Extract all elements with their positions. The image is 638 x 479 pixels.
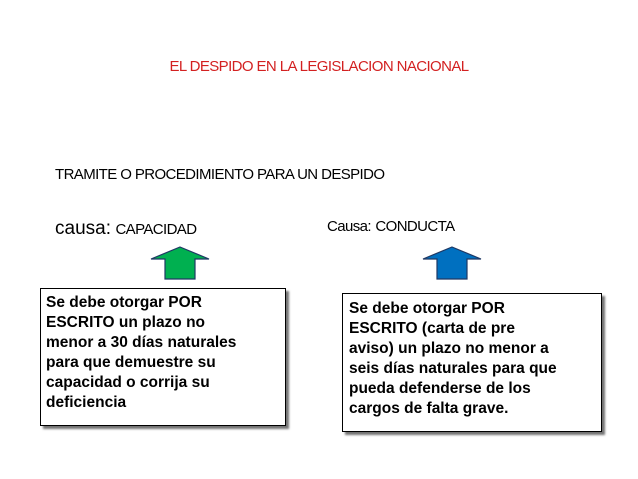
- cause-keyword: causa:: [55, 218, 111, 239]
- cause-label-conducta: [327, 218, 454, 236]
- up-arrow-icon-green: [150, 246, 210, 280]
- cause-label-capacidad: [55, 218, 196, 240]
- cause-keyword: Causa:: [327, 218, 371, 235]
- up-arrow-icon-blue: [422, 246, 482, 280]
- slide-title-text: EL DESPIDO EN LA LEGISLACION NACIONAL: [169, 58, 469, 75]
- up-arrow-shape: [151, 247, 209, 279]
- up-arrow-shape: [423, 247, 481, 279]
- slide-title: [0, 58, 638, 75]
- slide-subtitle: TRAMITE O PROCEDIMIENTO PARA UN DESPIDO: [55, 166, 385, 183]
- cause-value: CAPACIDAD: [115, 221, 197, 238]
- procedure-box-conducta: Se debe otorgar POR ESCRITO (carta de pre aviso) un plazo no menor a seis días naturales para que pueda defenderse de los cargos de falta grave.: [342, 293, 602, 432]
- procedure-box-capacidad: Se debe otorgar POR ESCRITO un plazo no menor a 30 días naturales para que demuestre su capacidad o corrija su deficiencia: [40, 288, 286, 426]
- cause-value: CONDUCTA: [375, 218, 455, 235]
